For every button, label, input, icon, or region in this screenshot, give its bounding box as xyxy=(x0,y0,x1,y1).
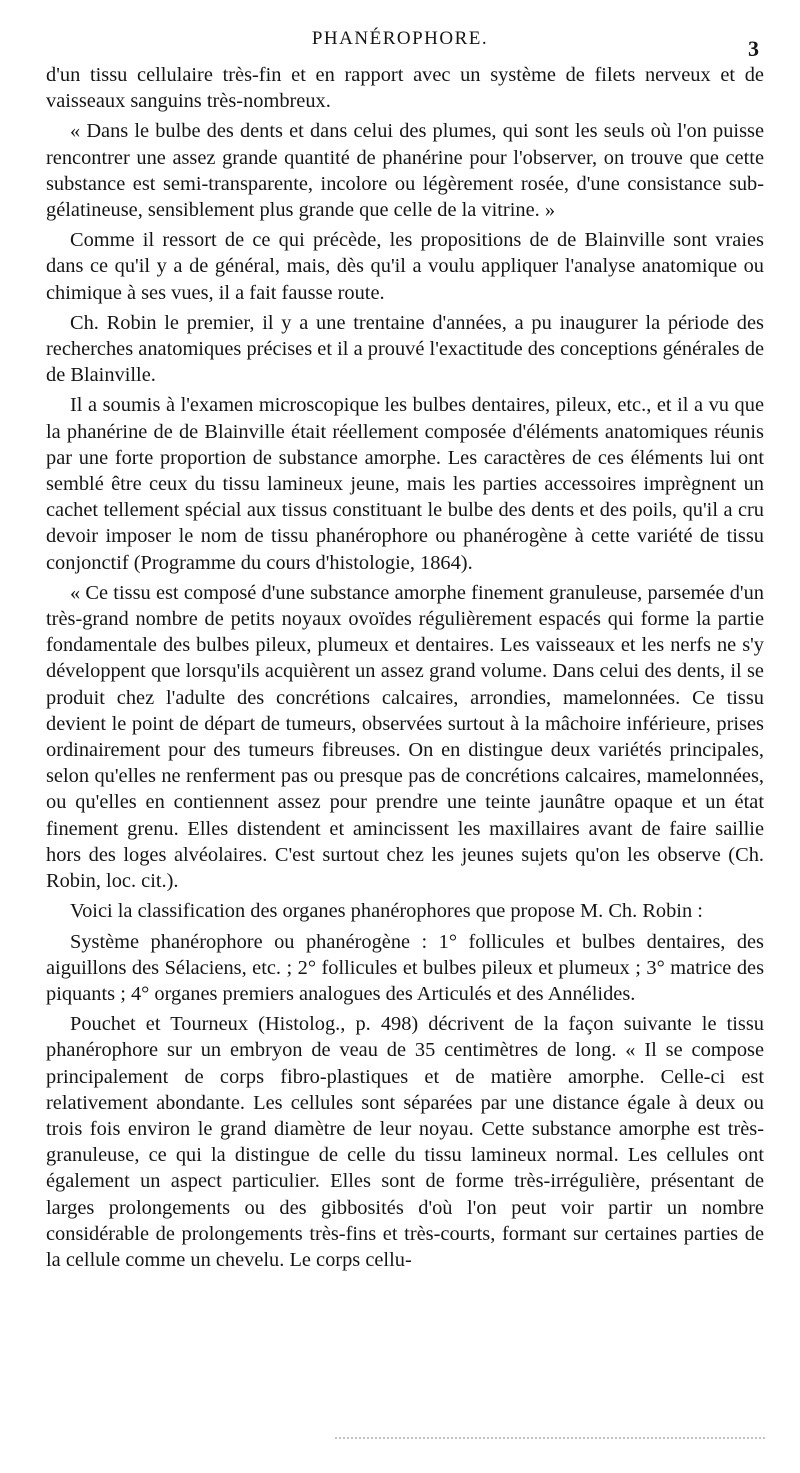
page-number: 3 xyxy=(748,36,759,61)
body-text xyxy=(46,62,764,1277)
paragraph: « Ce tissu est composé d'une substance amorphe finement granuleuse, parsemée d'un très-grand nombre de petits noyaux ovoïdes régulièrement espacés qui forme la partie fondamentale des bulbes pileux, plumeux et dentaires. Les vaisseaux et les nerfs ne s'y développent que lorsqu'ils acquièrent un assez grand volume. Dans celui des dents, il se produit chez l'adulte des concrétions calcaires, arrondies, mamelonnées. Ce tissu devient le point de départ de tumeurs, observées surtout à la mâchoire inférieure, prises ordinairement pour des tumeurs fibreuses. On en distingue deux variétés principales, selon qu'elles ne renferment pas ou presque pas de concrétions calcaires, mamelonnées, ou qu'elles en contiennent assez pour prendre une teinte jaunâtre opaque et un état finement grenu. Elles distendent et amincissent les maxillaires avant de faire saillie hors des loges alvéolaires. C'est surtout chez les jeunes sujets qu'on les observe (Ch. Robin, loc. cit.). xyxy=(46,581,764,893)
scan-artifact xyxy=(335,1437,765,1443)
paragraph: Ch. Robin le premier, il y a une trentaine d'années, a pu inaugurer la période des recherches anatomiques précises et il a prouvé l'exactitude des conceptions générales de de Blainville. xyxy=(46,311,764,387)
paragraph: Système phanérophore ou phanérogène : 1° follicules et bulbes dentaires, des aiguillons des Sélaciens, etc. ; 2° follicules et bulbes pileux et plumeux ; 3° matrice des piquants ; 4° organes premiers analogues des Articulés et des Annélides. xyxy=(46,930,764,1005)
running-title: PHANÉROPHORE. xyxy=(311,28,489,49)
paragraph: Pouchet et Tourneux (Histolog., p. 498) décrivent de la façon suivante le tissu phanérophore sur un embryon de veau de 35 centimètres de long. « Il se compose principalement de corps fibro-plastiques et de matière amorphe. Celle-ci est relativement abondante. Les cellules sont séparées par une distance égale à deux ou trois fois environ le grand diamètre de leur noyau. Cette substance amorphe est très-granuleuse, ce qui la distingue de celle du tissu lamineux normal. Les cellules ont également un aspect particulier. Elles sont de forme très-irrégulière, présentant de larges prolongements ou des gibbosités d'où l'on peut voir partir un nombre considérable de prolongements très-fins et très-courts, formant sur certaines parties de la cellule comme un chevelu. Le corps cellu- xyxy=(46,1013,764,1271)
paragraph: Comme il ressort de ce qui précède, les propositions de de Blainville sont vraies dans ce qu'il y a de général, mais, dès qu'il a voulu appliquer l'analyse anatomique ou chimique à ses vues, il a fait fausse route. xyxy=(46,229,764,304)
paragraph: Il a soumis à l'examen microscopique les bulbes dentaires, pileux, etc., et il a vu que la phanérine de de Blainville était réellement composée d'éléments anatomiques réunis par une forte proportion de substance amorphe. Les caractères de ces éléments lui ont semblé être ceux du tissu lamineux jeune, mais les parties accessoires imprègnent un cachet tellement spécial aux tissus constituant le bulbe des dents et des poils, qu'il a cru devoir imposer le nom de tissu phanérophore ou phanérogène à cette variété de tissu conjonctif (Programme du cours d'histologie, 1864). xyxy=(46,394,764,574)
paragraph: Voici la classification des organes phanérophores que propose M. Ch. Robin : xyxy=(70,900,703,923)
paragraph: « Dans le bulbe des dents et dans celui des plumes, qui sont les seuls où l'on puisse rencontrer une assez grande quantité de phanérine pour l'observer, on trouve que cette substance est semi-transparente, incolore ou légèrement rosée, d'une consistance sub-gélatineuse, sensiblement plus grande que celle de la vitrine. » xyxy=(46,120,764,222)
paragraph: d'un tissu cellulaire très-fin et en rapport avec un système de filets nerveux et de vaisseaux sanguins très-nombreux. xyxy=(46,64,764,113)
